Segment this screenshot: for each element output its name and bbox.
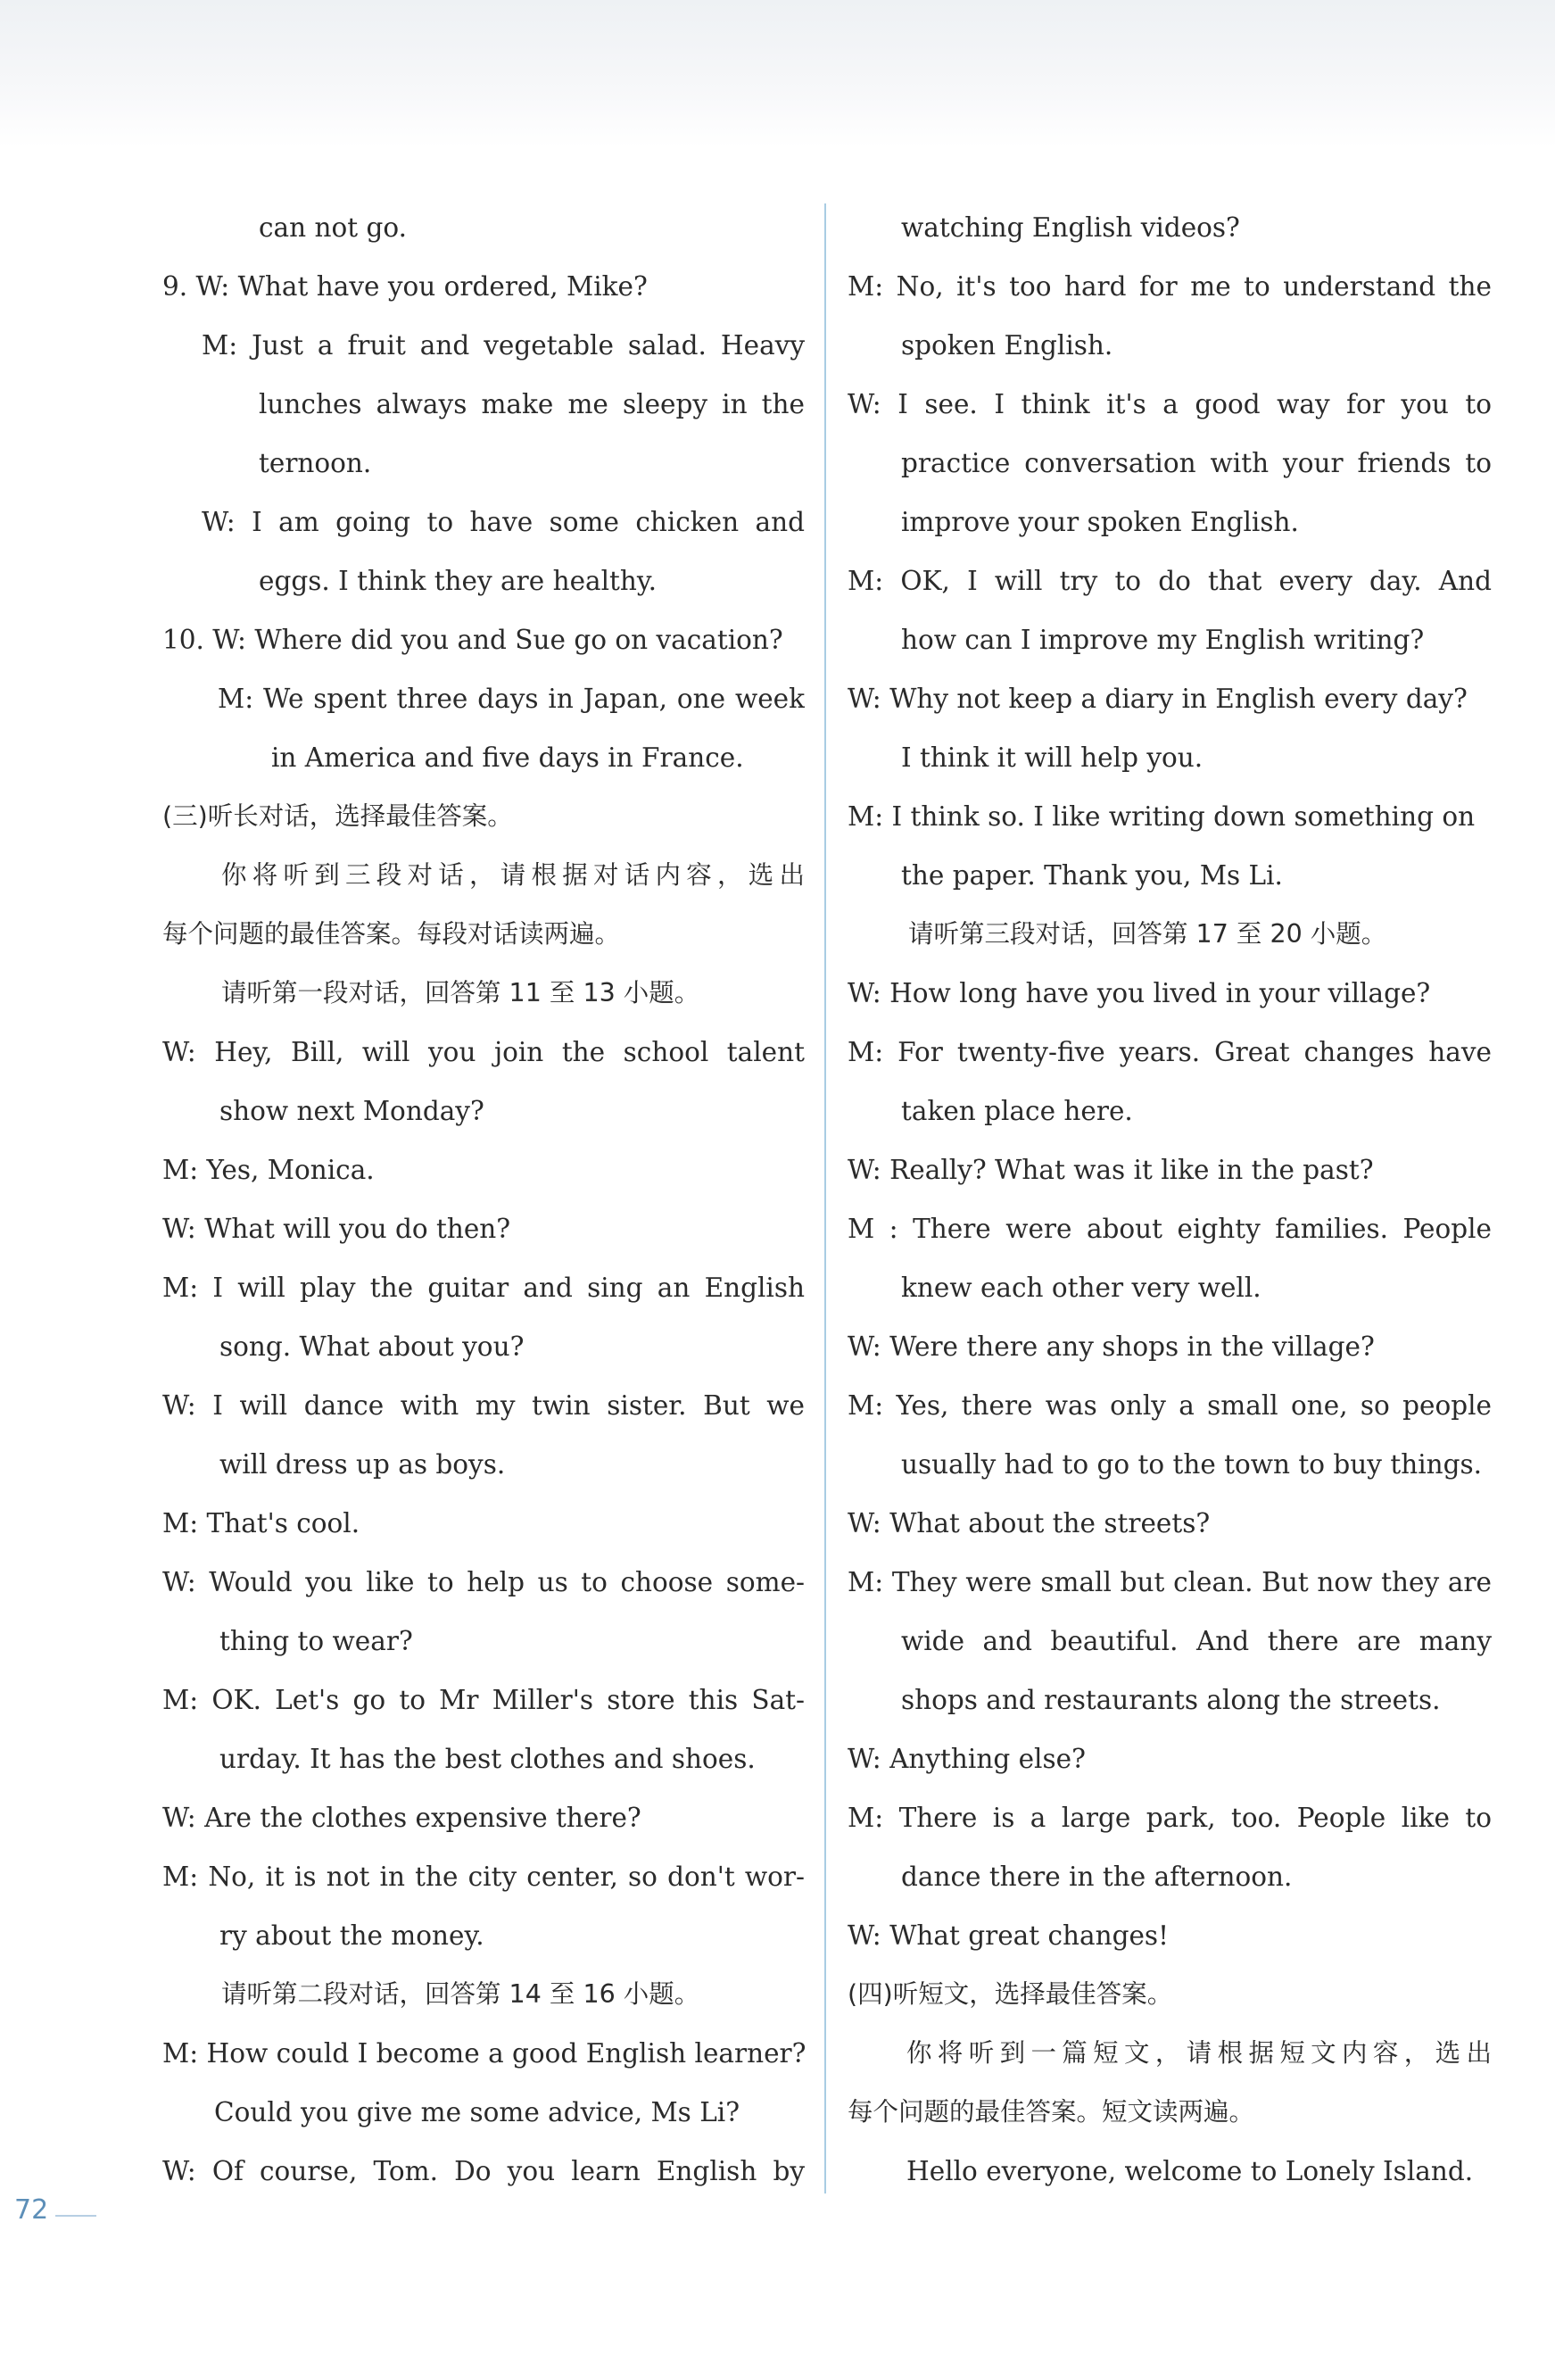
- text-line: M: We spent three days in Japan, one week: [218, 684, 805, 714]
- text-line: will dress up as boys.: [219, 1449, 506, 1480]
- text-line: improve your spoken English.: [901, 507, 1299, 537]
- page-number: 72: [14, 2194, 49, 2226]
- text-line: W: Why not keep a diary in English every day?: [848, 684, 1468, 714]
- right-column: [848, 198, 1492, 2201]
- text-line: M: I think so. I like writing down something on: [848, 801, 1476, 832]
- text-line: thing to wear?: [219, 1626, 413, 1656]
- text-line: wide and beautiful. And there are many: [901, 1626, 1492, 1656]
- text-line: can not go.: [259, 212, 407, 243]
- text-line: M: They were small but clean. But now they are: [848, 1567, 1492, 1597]
- text-line: M: No, it is not in the city center, so don't wor-: [162, 1862, 805, 1892]
- text-line: M: That's cool.: [162, 1508, 360, 1538]
- text-line: W: What great changes!: [848, 1920, 1169, 1951]
- text-line: Could you give me some advice, Ms Li?: [214, 2097, 740, 2127]
- text-line: W: Hey, Bill, will you join the school talent: [162, 1037, 805, 1067]
- text-line: in America and five days in France.: [271, 742, 744, 773]
- page-number-rule: [55, 2215, 96, 2217]
- text-line: (三)听长对话，选择最佳答案。: [162, 801, 513, 831]
- text-line: M: For twenty-five years. Great changes have: [848, 1037, 1492, 1067]
- text-line: (四)听短文，选择最佳答案。: [848, 1979, 1173, 2009]
- text-line: M: OK. Let's go to Mr Miller's store this Sat-: [162, 1685, 805, 1715]
- text-line: practice conversation with your friends to: [901, 448, 1492, 478]
- text-line: ternoon.: [259, 448, 372, 478]
- text-line: W: Really? What was it like in the past?: [848, 1155, 1374, 1185]
- text-line: watching English videos?: [901, 212, 1240, 243]
- text-line: how can I improve my English writing?: [901, 625, 1425, 655]
- text-line: 请听第三段对话，回答第 17 至 20 小题。: [908, 919, 1387, 949]
- text-line: lunches always make me sleepy in the: [259, 389, 805, 419]
- text-line: dance there in the afternoon.: [901, 1862, 1293, 1892]
- text-line: W: Are the clothes expensive there?: [162, 1803, 641, 1833]
- text-line: song. What about you?: [219, 1331, 525, 1362]
- text-line: W: Of course, Tom. Do you learn English by: [162, 2156, 805, 2186]
- text-line: knew each other very well.: [901, 1273, 1261, 1303]
- text-line: W: I will dance with my twin sister. But we: [162, 1390, 805, 1421]
- text-line: 你将听到三段对话，请根据对话内容，选出: [221, 860, 805, 890]
- text-line: W: I am going to have some chicken and: [202, 507, 805, 537]
- text-line: 请听第一段对话，回答第 11 至 13 小题。: [221, 978, 700, 1008]
- text-line: M: No, it's too hard for me to understand the: [848, 271, 1492, 302]
- text-line: W: Would you like to help us to choose some-: [162, 1567, 805, 1597]
- text-line: M : There were about eighty families. People: [848, 1214, 1492, 1244]
- text-line: M: OK, I will try to do that every day. And: [848, 566, 1492, 596]
- text-line: W: What about the streets?: [848, 1508, 1211, 1538]
- text-line: M: I will play the guitar and sing an English: [162, 1273, 805, 1303]
- text-line: 每个问题的最佳答案。每段对话读两遍。: [162, 919, 621, 949]
- text-line: W: I see. I think it's a good way for you to: [848, 389, 1492, 419]
- text-line: show next Monday?: [219, 1096, 484, 1126]
- text-line: 请听第二段对话，回答第 14 至 16 小题。: [221, 1979, 700, 2009]
- text-line: ry about the money.: [219, 1920, 484, 1951]
- text-line: 每个问题的最佳答案。短文读两遍。: [848, 2097, 1255, 2127]
- column-divider: [824, 203, 826, 2193]
- text-line: M: There is a large park, too. People like to: [848, 1803, 1492, 1833]
- text-line: the paper. Thank you, Ms Li.: [901, 860, 1283, 891]
- left-column: [162, 198, 805, 2201]
- text-line: M: How could I become a good English learner?: [162, 2038, 806, 2069]
- scan-header-band: [0, 0, 1555, 147]
- text-line: 10. W: Where did you and Sue go on vacation?: [162, 625, 783, 655]
- text-line: M: Just a fruit and vegetable salad. Heavy: [202, 330, 805, 361]
- text-line: W: How long have you lived in your village?: [848, 978, 1431, 1008]
- text-line: spoken English.: [901, 330, 1113, 361]
- text-line: taken place here.: [901, 1096, 1133, 1126]
- text-line: M: Yes, there was only a small one, so people: [848, 1390, 1492, 1421]
- text-line: 9. W: What have you ordered, Mike?: [162, 271, 648, 302]
- text-line: W: Were there any shops in the village?: [848, 1331, 1375, 1362]
- text-line: eggs. I think they are healthy.: [259, 566, 658, 596]
- text-line: W: What will you do then?: [162, 1214, 511, 1244]
- text-line: W: Anything else?: [848, 1744, 1086, 1774]
- text-line: shops and restaurants along the streets.: [901, 1685, 1441, 1715]
- text-line: usually had to go to the town to buy things.: [901, 1449, 1483, 1480]
- text-line: I think it will help you.: [901, 742, 1203, 773]
- text-line: urday. It has the best clothes and shoes.: [219, 1744, 756, 1774]
- text-line: 你将听到一篇短文，请根据短文内容，选出: [906, 2038, 1492, 2068]
- text-line: M: Yes, Monica.: [162, 1155, 375, 1185]
- text-line: Hello everyone, welcome to Lonely Island.: [906, 2156, 1474, 2186]
